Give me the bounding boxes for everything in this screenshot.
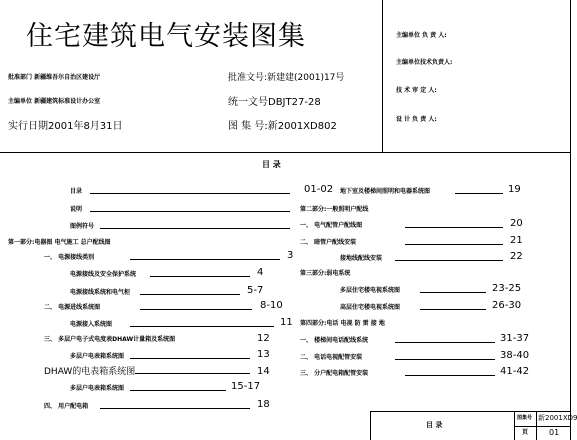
header-divider-vertical	[382, 0, 383, 153]
toc-left-label: 四、 用户配电箱	[44, 403, 89, 410]
toc-right-page: 19	[508, 184, 521, 195]
title-block-atlas-label: 图集号	[517, 415, 533, 421]
toc-left-label: DHAW的电表箱系统图	[44, 367, 136, 377]
toc-left-label: 目录	[70, 188, 83, 195]
header-bottom-line	[0, 152, 571, 153]
title-block-mid-line	[514, 426, 571, 427]
leader-line	[420, 292, 486, 293]
approver-dept: 批准部门 新疆维吾尔自治区建设厅	[8, 74, 101, 81]
title-block-name: 目 录	[426, 421, 443, 429]
unified-number: 统一文号DBJT27-28	[228, 97, 321, 108]
toc-right-page: 22	[510, 251, 523, 262]
designer: 设 计 负 责 人:	[396, 116, 437, 123]
toc-right-page: 38-40	[500, 350, 530, 361]
leader-line	[140, 294, 240, 295]
toc-right-page: 26-30	[492, 300, 522, 311]
leader-line	[135, 373, 250, 374]
toc-right-page: 31-37	[500, 333, 530, 344]
toc-left-label: 一、 电源接线类别	[44, 254, 95, 261]
approval-number: 批准文号:新建建(2001)17号	[228, 73, 345, 83]
leader-line	[130, 390, 226, 391]
toc-left-page: 12	[257, 333, 270, 344]
toc-right-page: 20	[510, 218, 523, 229]
toc-right-label: 地下室及楼梯间照明和电器系统图	[340, 188, 431, 195]
toc-left-label: 电源接线系统和电气柜	[70, 289, 131, 296]
toc-right-label: 二、 电话电视配管安装	[300, 354, 363, 361]
toc-right-label: 接地线配线安装	[340, 255, 383, 262]
toc-left-label: 多层户电表箱系统图	[70, 353, 125, 360]
leader-line	[455, 193, 503, 194]
leader-line	[405, 375, 495, 376]
toc-left-page: 18	[257, 399, 270, 410]
toc-left-label: 多层户电表箱系统图	[70, 385, 125, 392]
toc-right-label: 高层住宅楼电视系统图	[340, 304, 401, 311]
leader-line	[90, 211, 290, 212]
toc-right-label: 多层住宅楼电视系统图	[340, 287, 401, 294]
toc-right-label: 一、 楼梯间电话配线系统	[300, 337, 369, 344]
leader-line	[395, 342, 495, 343]
toc-right-page: 21	[510, 235, 523, 246]
leader-line	[405, 244, 503, 245]
toc-left-label: 图例符号	[70, 223, 95, 230]
toc-left-label: 二、 电源进线系统图	[44, 304, 101, 311]
toc-right-label: 第二部分:一般照明户配线	[300, 206, 369, 213]
toc-right-label: 第四部分:电话 电视 防 雷 接 地	[300, 320, 385, 327]
toc-left-label: 电源接入系统图	[70, 321, 113, 328]
toc-left-label: 说明	[70, 206, 83, 213]
toc-right-label: 第三部分:弱电系统	[300, 270, 351, 277]
toc-right-page: 41-42	[500, 366, 530, 377]
leader-line	[100, 408, 250, 409]
page-right-border	[570, 0, 571, 440]
leader-line	[130, 326, 274, 327]
toc-left-page: 8-10	[260, 300, 283, 311]
toc-left-page: 15-17	[231, 381, 261, 392]
leader-line	[420, 309, 486, 310]
unit-lead: 主编单位 负 责 人:	[396, 32, 447, 39]
toc-left-label: 三、 多层户电子式电度表DHAW计量箱及系统图	[44, 336, 176, 343]
toc-left-page: 11	[280, 317, 293, 328]
title-block	[370, 411, 577, 440]
toc-title: 目 录	[262, 160, 281, 169]
title-block-atlas-value: 新2001XD9	[538, 414, 577, 422]
leader-line	[130, 358, 250, 359]
leader-line	[100, 228, 290, 229]
title-block-page-value: 01	[549, 428, 560, 437]
leader-line	[395, 359, 495, 360]
editor-unit: 主编单位 新疆建筑标准设计办公室	[8, 98, 101, 105]
toc-right-label: 二、 暗管户配线安装	[300, 239, 357, 246]
leader-line	[90, 193, 290, 194]
toc-left-page: 4	[257, 267, 264, 278]
leader-line	[140, 309, 252, 310]
toc-right-label: 一、 电气配管户配线图	[300, 222, 363, 229]
leader-line	[150, 276, 250, 277]
atlas-number: 图 集 号:新2001XD802	[228, 121, 337, 132]
implementation-date: 实行日期2001年8月31日	[8, 121, 123, 132]
leader-line	[130, 259, 280, 260]
toc-left-page: 14	[257, 366, 270, 377]
atlas-title: 住宅建筑电气安装图集	[26, 21, 306, 52]
leader-line	[405, 227, 503, 228]
toc-left-label: 电源接线及安全保护系统	[70, 271, 137, 278]
toc-left-page: 3	[287, 250, 294, 261]
toc-left-page: 5-7	[247, 285, 264, 296]
reviewer: 技 术 审 定 人:	[396, 87, 437, 94]
tech-lead: 主编单位技术负责人:	[396, 59, 453, 66]
leader-line	[395, 260, 503, 261]
toc-left-page: 01-02	[304, 184, 334, 195]
toc-left-page: 13	[257, 349, 270, 360]
toc-right-label: 三、 分户配电箱配管安装	[300, 370, 369, 377]
title-block-page-label: 页	[522, 429, 529, 436]
toc-left-label: 第一部分:电器图 电气施工 总户配线图	[8, 239, 111, 246]
toc-right-page: 23-25	[492, 283, 522, 294]
